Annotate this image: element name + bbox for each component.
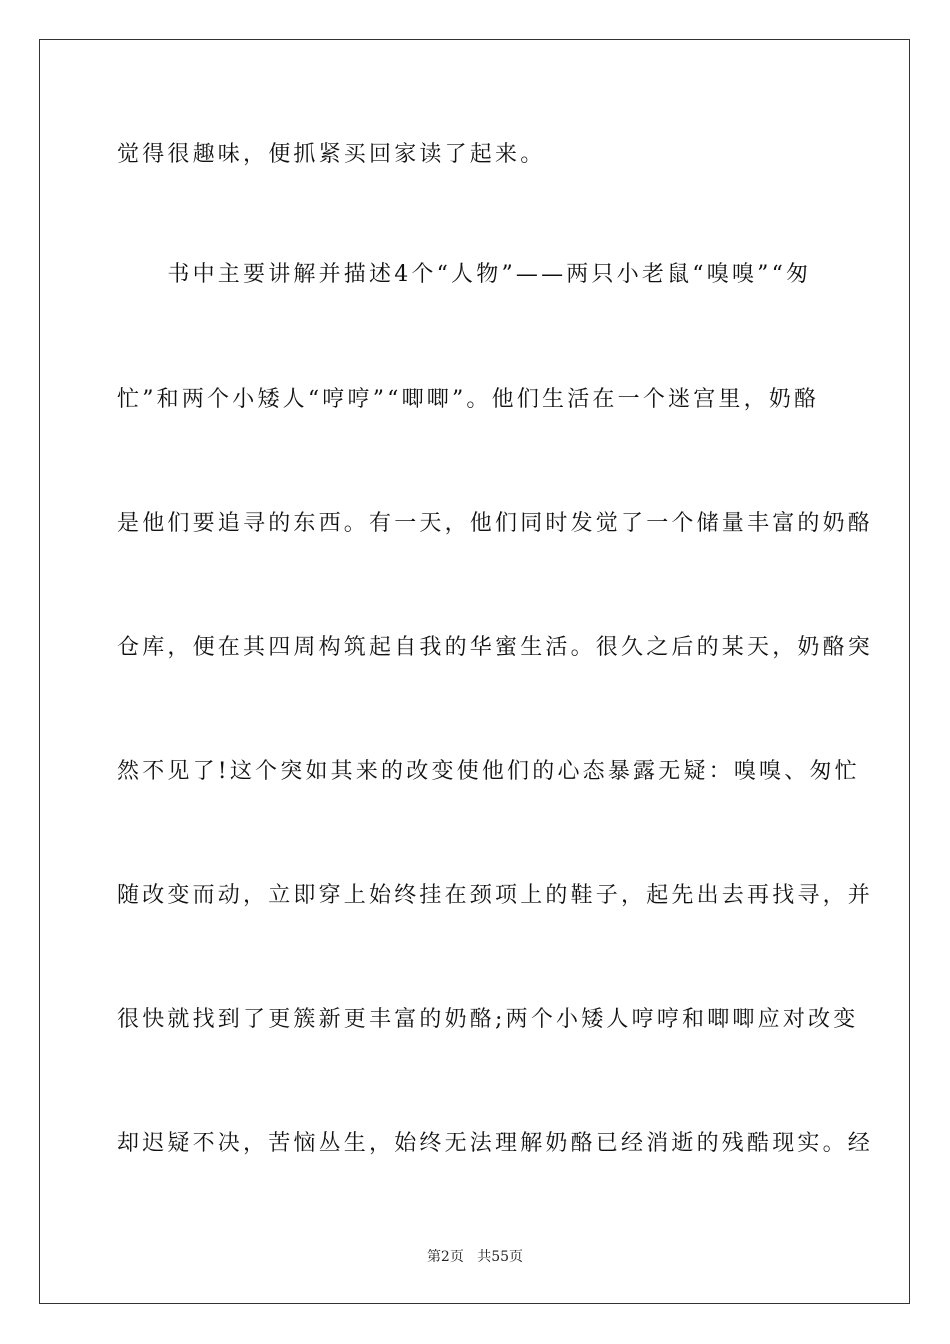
total-page-count: 共55页: [477, 1249, 524, 1265]
page-footer: [0, 1247, 950, 1267]
text-line: 书中主要讲解并描述4个“人物”——两只小老鼠“嗅嗅”“匆: [117, 262, 812, 287]
text-line: 是他们要追寻的东西。有一天，他们同时发觉了一个储量丰富的奶酪: [117, 511, 874, 536]
current-page-number: 第2页: [426, 1249, 464, 1265]
text-line: 仓库，便在其四周构筑起自我的华蜜生活。很久之后的某天，奶酪突: [117, 635, 874, 660]
text-line: 然不见了!这个突如其来的改变使他们的心态暴露无疑：嗅嗅、匆忙: [117, 759, 860, 784]
text-line: 忙”和两个小矮人“哼哼”“唧唧”。他们生活在一个迷宫里，奶酪: [117, 387, 820, 412]
text-line: 很快就找到了更簇新更丰富的奶酪;两个小矮人哼哼和唧唧应对改变: [117, 1007, 859, 1032]
page-border: [39, 39, 910, 1304]
text-line: 觉得很趣味，便抓紧买回家读了起来。: [117, 142, 546, 167]
text-line: 随改变而动，立即穿上始终挂在颈项上的鞋子，起先出去再找寻，并: [117, 883, 874, 908]
text-line: 却迟疑不决，苦恼丛生，始终无法理解奶酪已经消逝的残酷现实。经: [117, 1131, 874, 1156]
